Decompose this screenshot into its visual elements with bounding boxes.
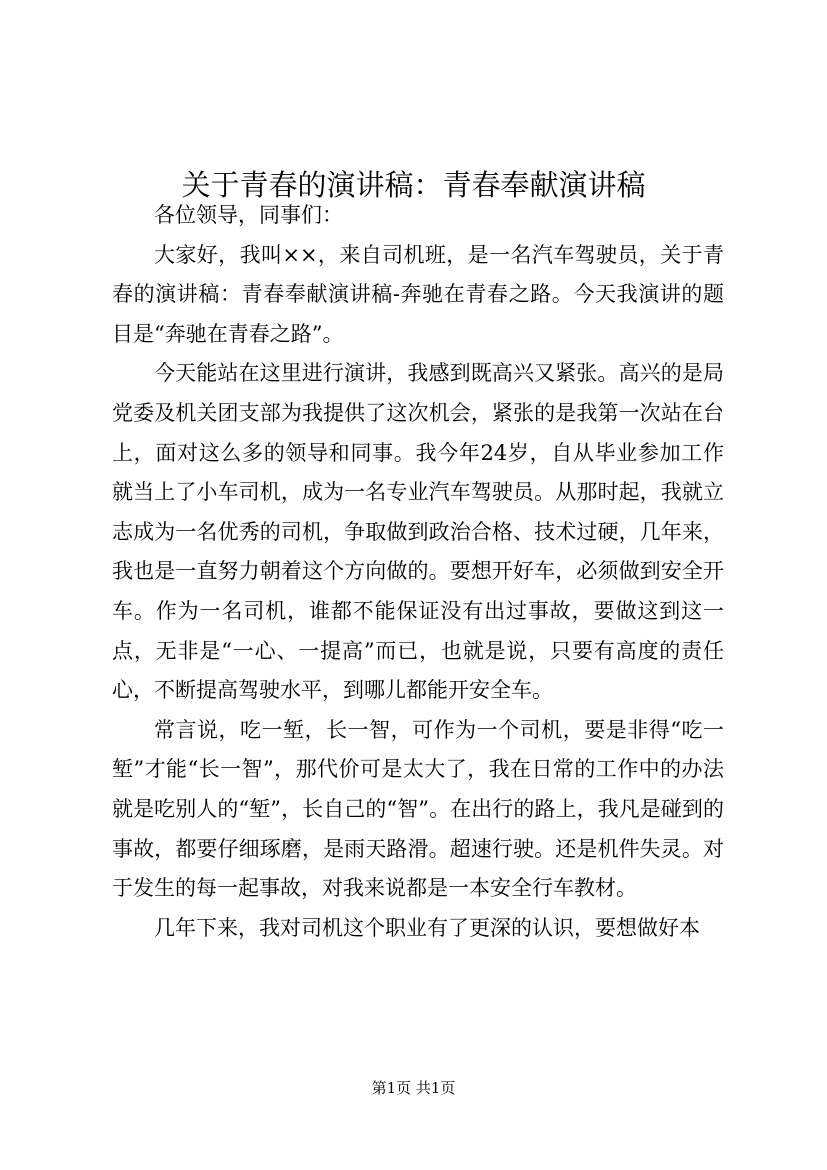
page-footer: 第1页 共1页 (371, 1079, 456, 1097)
paragraph-intro: 大家好，我叫××，来自司机班，是一名汽车驾驶员，关于青春的演讲稿：青春奉献演讲稿-奔驰在青春之路。今天我演讲的题目是“奔驰在青春之路”。 (112, 242, 724, 346)
document-body (112, 196, 724, 948)
paragraph-greeting: 各位领导，同事们： (154, 203, 343, 227)
paragraph-feelings: 今天能站在这里进行演讲，我感到既高兴又紧张。高兴的是局党委及机关团支部为我提供了这次机会，紧张的是我第一次站在台上，面对这么多的领导和同事。我今年24岁，自从毕业参加工作就当上了小车司机，成为一名专业汽车驾驶员。从那时起，我就立志成为一名优秀的司机，争取做到政治合格、技术过硬，几年来，我也是一直努力朝着这个方向做的。要想开好车，必须做到安全开车。作为一名司机，谁都不能保证没有出过事故，要做这到这一点，无非是“一心、一提高”而已，也就是说，只要有高度的责任心，不断提高驾驶水平，到哪儿都能开安全车。 (112, 361, 724, 703)
document-title: 关于青春的演讲稿：青春奉献演讲稿 (181, 168, 646, 203)
paragraph-experience: 常言说，吃一堑，长一智，可作为一个司机，要是非得“吃一堑”才能“长一智”，那代价可是太大了，我在日常的工作中的办法就是吃别人的“堑”，长自己的“智”。在出行的路上，我凡是碰到的事故，都要仔细琢磨，是雨天路滑。超速行驶。还是机件失灵。对于发生的每一起事故，对我来说都是一本安全行车教材。 (112, 717, 724, 901)
paragraph-conclusion: 几年下来，我对司机这个职业有了更深的认识，要想做好本 (154, 915, 700, 940)
